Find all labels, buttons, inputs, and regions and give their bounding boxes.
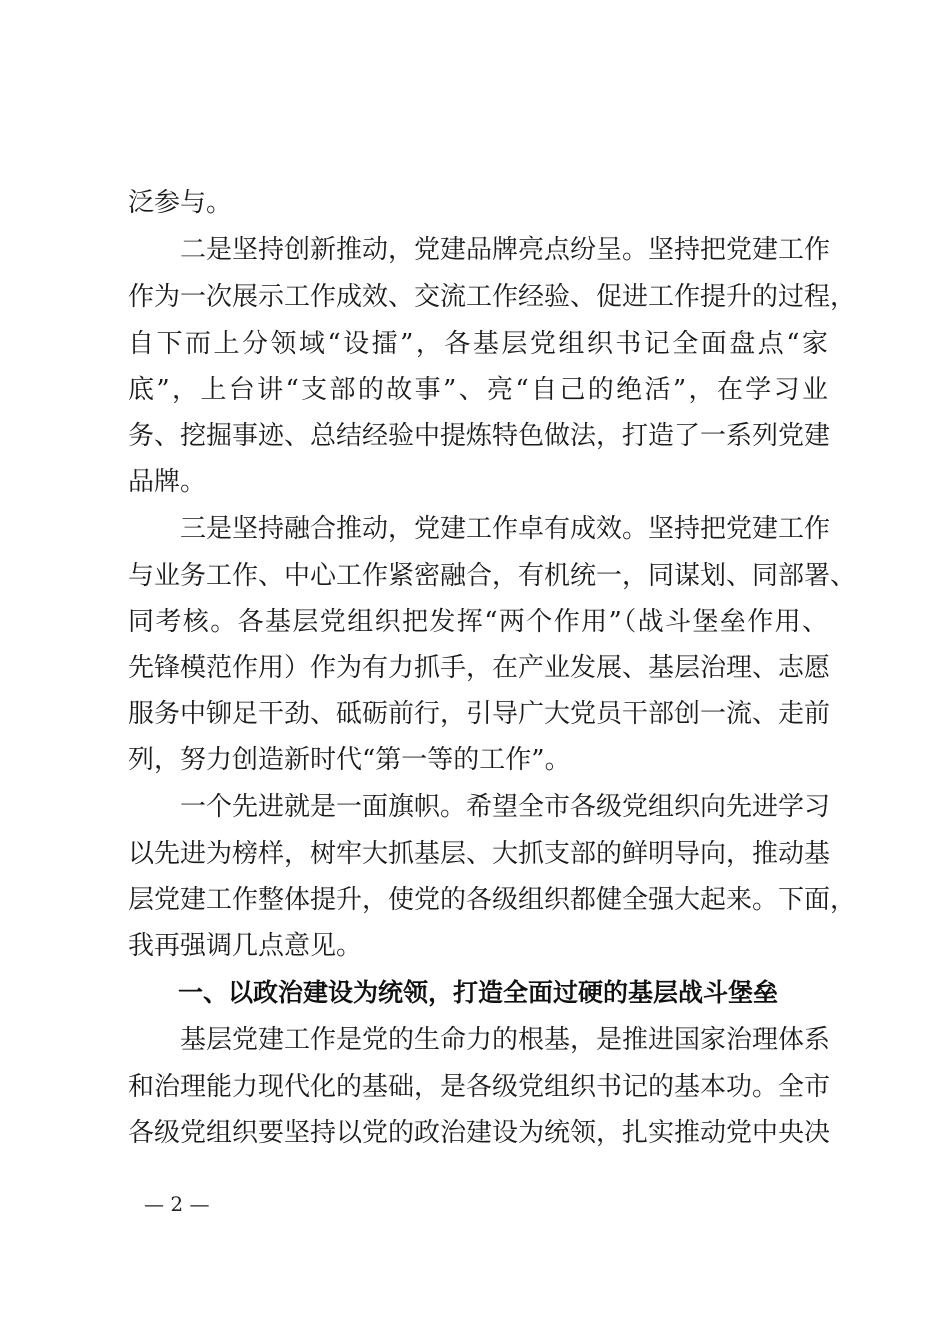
text-line: 品牌。 xyxy=(128,467,207,497)
text-line: 务、挖掘事迹、总结经验中提炼特色做法，打造了一系列党建 xyxy=(128,421,831,451)
text-line: 我再强调几点意见。 xyxy=(128,931,363,961)
text-line: 先锋模范作用）作为有力抓手，在产业发展、基层治理、志愿 xyxy=(128,653,831,683)
section-heading: 一、以政治建设为统领，打造全面过硬的基层战斗堡垒 xyxy=(178,978,779,1007)
text-line: 以先进为榜样，树牢大抓基层、大抓支部的鲜明导向，推动基 xyxy=(128,839,831,869)
text-line: 自下而上分领域“设擂”，各基层党组织书记全面盘点“家 xyxy=(128,329,828,359)
text-line: 与业务工作、中心工作紧密融合，有机统一，同谋划、同部署、 xyxy=(128,561,857,591)
text-line: 和治理能力现代化的基础，是各级党组织书记的基本功。全市 xyxy=(128,1072,831,1102)
text-line: 一个先进就是一面旗帜。希望全市各级党组织向先进学习 xyxy=(180,792,831,822)
text-line: 各级党组织要坚持以党的政治建设为统领，扎实推动党中央决 xyxy=(128,1118,831,1148)
text-line: 服务中铆足干劲、砥砺前行，引导广大党员干部创一流、走前 xyxy=(128,699,831,729)
text-line: 基层党建工作是党的生命力的根基，是推进国家治理体系 xyxy=(180,1025,831,1055)
text-line: 作为一次展示工作成效、交流工作经验、促进工作提升的过程， xyxy=(128,282,857,312)
text-line: 三是坚持融合推动，党建工作卓有成效。坚持把党建工作 xyxy=(180,514,831,544)
text-line: 泛参与。 xyxy=(128,188,233,218)
page-number: — 2 — xyxy=(144,1192,210,1216)
text-line: 层党建工作整体提升，使党的各级组织都健全强大起来。下面， xyxy=(128,885,857,915)
text-line: 二是坚持创新推动，党建品牌亮点纷呈。坚持把党建工作 xyxy=(180,235,831,265)
text-line: 列，努力创造新时代“第一等的工作”。 xyxy=(128,745,571,775)
text-line: 底”，上台讲“支部的故事”、亮“自己的绝活”，在学习业 xyxy=(128,375,828,405)
text-line: 同考核。各基层党组织把发挥“两个作用”（战斗堡垒作用、 xyxy=(128,607,828,637)
